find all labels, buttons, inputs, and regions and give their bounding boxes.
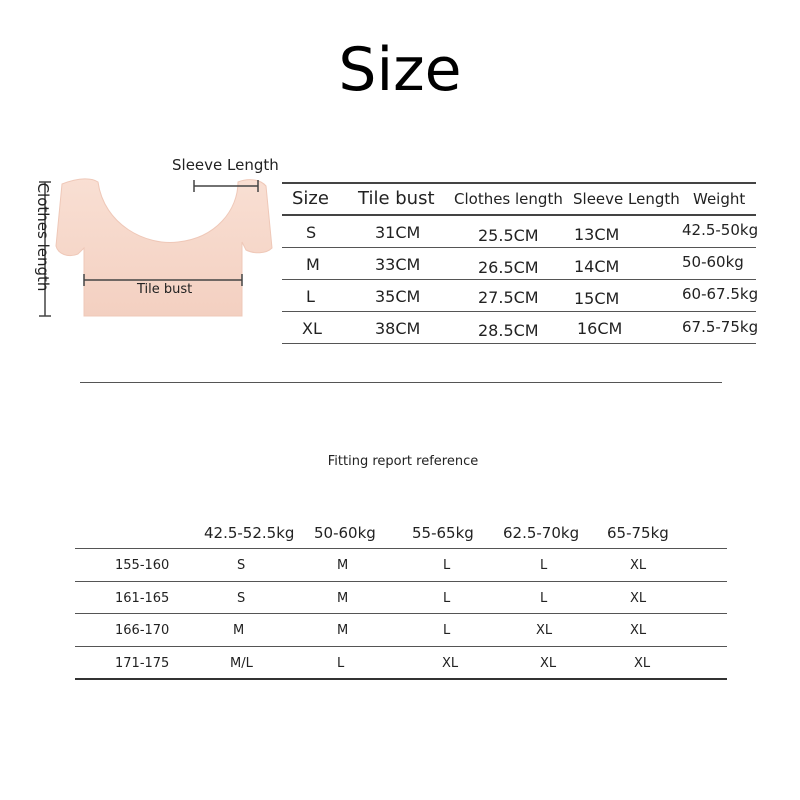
- size-cell: XL: [540, 655, 557, 671]
- size-cell: L: [540, 590, 548, 606]
- cell-size: S: [306, 223, 317, 242]
- fitting-table: [75, 520, 727, 680]
- cell-size: M: [306, 255, 320, 274]
- size-cell: XL: [536, 623, 553, 638]
- table-row: [282, 280, 759, 312]
- table-row: [75, 647, 727, 681]
- size-cell: S: [237, 590, 246, 606]
- size-cell: M: [337, 558, 349, 573]
- table-row: [282, 248, 756, 280]
- cell-tile-bust: 35CM: [375, 287, 421, 306]
- size-cell: XL: [442, 655, 459, 671]
- weight-header: 50-60kg: [314, 524, 376, 542]
- clothes-length-label: Clothes length: [34, 182, 52, 292]
- size-cell: L: [337, 655, 345, 671]
- weight-header: 42.5-52.5kg: [204, 524, 295, 542]
- cell-size: L: [306, 287, 315, 306]
- header-tile-bust: Tile bust: [358, 188, 435, 209]
- size-cell: S: [237, 558, 246, 573]
- fitting-table-header: [75, 520, 727, 549]
- size-cell: M: [233, 623, 245, 638]
- header-size: Size: [292, 188, 329, 209]
- size-cell: XL: [634, 655, 651, 671]
- weight-header: 55-65kg: [412, 524, 474, 542]
- size-table-header: [282, 182, 756, 216]
- height-cell: 161-165: [115, 590, 170, 606]
- fitting-title: Fitting report reference: [327, 454, 479, 469]
- size-cell: XL: [630, 558, 647, 573]
- size-cell: L: [443, 590, 451, 606]
- tile-bust-label: Tile bust: [137, 282, 193, 297]
- header-weight: Weight: [693, 190, 746, 208]
- cell-sleeve-length: 16CM: [577, 319, 623, 338]
- cell-sleeve-length: 13CM: [574, 225, 620, 244]
- size-cell: M: [337, 590, 349, 606]
- cell-sleeve-length: 15CM: [574, 289, 620, 308]
- height-cell: 155-160: [115, 558, 170, 573]
- cell-size: XL: [302, 319, 322, 338]
- cell-weight: 60-67.5kg: [682, 285, 759, 303]
- cell-weight: 42.5-50kg: [682, 221, 759, 239]
- section-divider: [80, 382, 722, 383]
- size-cell: XL: [630, 623, 647, 638]
- table-row: [75, 549, 727, 582]
- cell-weight: 67.5-75kg: [682, 318, 759, 336]
- size-cell: L: [443, 558, 451, 573]
- size-chart-table: [282, 182, 759, 344]
- cell-tile-bust: 31CM: [375, 223, 421, 242]
- shirt-image: [20, 150, 285, 330]
- cell-weight: 50-60kg: [682, 253, 744, 271]
- weight-header: 62.5-70kg: [503, 524, 580, 542]
- height-cell: 171-175: [115, 655, 170, 671]
- garment-illustration: [20, 150, 285, 330]
- cell-tile-bust: 33CM: [375, 255, 421, 274]
- table-row: [75, 614, 727, 647]
- header-sleeve-length: Sleeve Length: [573, 190, 680, 208]
- header-clothes-length: Clothes length: [454, 190, 563, 208]
- cell-clothes-length: 27.5CM: [478, 288, 539, 307]
- cell-clothes-length: 25.5CM: [478, 226, 539, 245]
- table-row: [282, 312, 759, 344]
- weight-header: 65-75kg: [607, 524, 669, 542]
- table-row: [282, 216, 759, 248]
- cell-clothes-length: 28.5CM: [478, 321, 539, 340]
- sleeve-length-label: Sleeve Length: [172, 156, 279, 174]
- cell-sleeve-length: 14CM: [574, 257, 620, 276]
- height-cell: 166-170: [115, 623, 170, 638]
- page-title: Size: [338, 35, 462, 105]
- size-cell: XL: [630, 590, 647, 606]
- size-cell: L: [443, 623, 451, 638]
- table-row: [75, 582, 727, 615]
- size-cell: M/L: [230, 655, 253, 671]
- size-cell: M: [337, 623, 349, 638]
- cell-clothes-length: 26.5CM: [478, 258, 539, 277]
- size-cell: L: [540, 558, 548, 573]
- cell-tile-bust: 38CM: [375, 319, 421, 338]
